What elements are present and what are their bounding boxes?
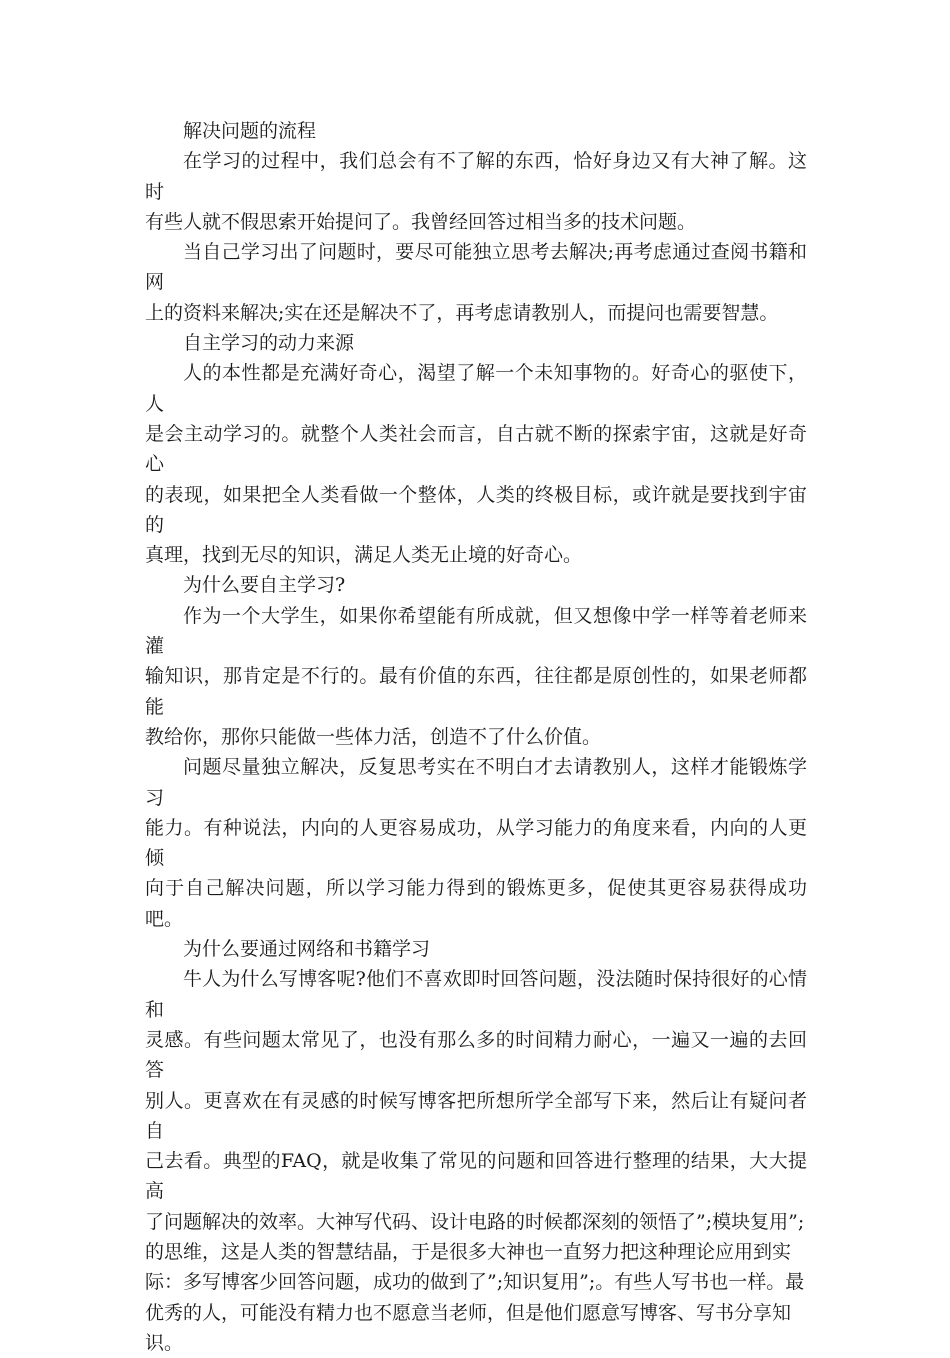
paragraph: 当自己学习出了问题时，要尽可能独立思考去解决;再考虑通过查阅书籍和网 上的资料来解决;实在还是解决不了，再考虑请教别人，而提问也需要智慧。	[145, 241, 807, 324]
section-heading-problem-solving: 解决问题的流程	[183, 120, 317, 142]
paragraph: 问题尽量独立解决，反复思考实在不明白才去请教别人，这样才能锻炼学习 能力。有种说法，内向的人更容易成功，从学习能力的角度来看，内向的人更倾 向于自己解决问题，所以学习能力得到的锻炼更多，促使其更容易获得成功吧。	[145, 756, 807, 930]
section-heading-why-network-books: 为什么要通过网络和书籍学习	[183, 938, 431, 961]
section-heading-why-self-study: 为什么要自主学习?	[183, 574, 346, 597]
paragraph: 人的本性都是充满好奇心，渴望了解一个未知事物的。好奇心的驱使下，人 是会主动学习的。就整个人类社会而言，自古就不断的探索宇宙，这就是好奇心 的表现，如果把全人类看做一个整体，人类的终极目标，或许就是要找到宇宙的 真理，找到无尽的知识，满足人类无止境的好奇心。	[145, 362, 807, 567]
paragraph: 牛人为什么写博客呢?他们不喜欢即时回答问题，没法随时保持很好的心情和 灵感。有些问题太常见了，也没有那么多的时间精力耐心，一遍又一遍的去回答 别人。更喜欢在有灵感的时候写博客把所想所学全部写下来，然后让有疑问者自 己去看。典型的FAQ，就是收集了常见的问题和回答进行整理的结果，大大提高 了问题解决的效率。大神写代码、设计电路的时候都深刻的领悟了”;模块复用”; 的思维，这是人类的智慧结晶，于是很多大神也一直努力把这种理论应用到实 际：多写博客少回答问题，成功的做到了”;知识复用”;。有些人写书也一样。最 优秀的人，可能没有精力也不愿意当老师，但是他们愿意写博客、写书分享知 识。	[145, 968, 807, 1354]
section-heading-motivation: 自主学习的动力来源	[183, 332, 355, 355]
paragraph: 作为一个大学生，如果你希望能有所成就，但又想像中学一样等着老师来灌 输知识，那肯定是不行的。最有价值的东西，往往都是原创性的，如果老师都能 教给你，那你只能做一些体力活，创造不了什么价值。	[145, 604, 807, 748]
document-body	[145, 116, 807, 1358]
paragraph: 在学习的过程中，我们总会有不了解的东西，恰好身边又有大神了解。这时 有些人就不假思索开始提问了。我曾经回答过相当多的技术问题。	[145, 150, 807, 233]
